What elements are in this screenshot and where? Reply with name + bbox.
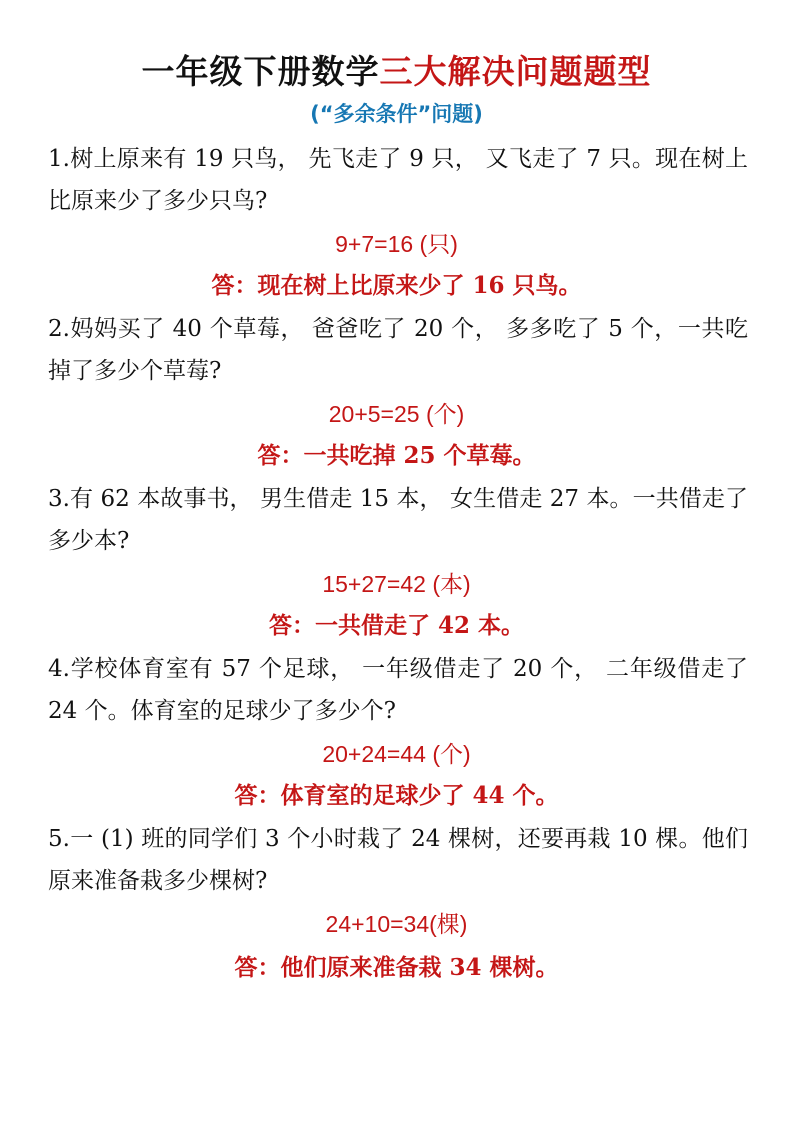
problem-4-question: 4.学校体育室有 57 个足球， 一年级借走了 20 个， 二年级借走了 24 个。体育室的足球少了多少个? xyxy=(48,656,748,724)
problem-3-question: 3.有 62 本故事书， 男生借走 15 本， 女生借走 27 本。一共借走了多少本? xyxy=(48,486,748,554)
title-red-part: 三大解决问题题型 xyxy=(379,52,652,91)
problem-5-answer: 答：他们原来准备栽 34 棵树。 xyxy=(234,954,559,981)
problem-3-equation: 15+27=42 (本) xyxy=(322,571,471,597)
title-black-part: 一年级下册数学 xyxy=(141,52,380,91)
problem-1-equation: 9+7=16 (只) xyxy=(335,231,458,257)
page-subtitle: (“多余条件”问题) xyxy=(310,102,483,126)
problem-2-equation: 20+5=25 (个) xyxy=(328,401,465,427)
problem-1-answer: 答：现在树上比原来少了 16 只鸟。 xyxy=(211,272,582,299)
problem-4-answer: 答：体育室的足球少了 44 个。 xyxy=(234,782,559,809)
problem-1-question: 1.树上原来有 19 只鸟， 先飞走了 9 只， 又飞走了 7 只。现在树上比原来少了多少只鸟? xyxy=(48,146,748,214)
problem-4-equation: 20+24=44 (个) xyxy=(322,741,471,767)
problem-5-equation: 24+10=34(棵) xyxy=(325,911,468,937)
page-title xyxy=(0,48,793,96)
problem-2-question: 2.妈妈买了 40 个草莓， 爸爸吃了 20 个， 多多吃了 5 个，一共吃掉了多少个草莓? xyxy=(48,316,748,384)
problem-2-answer: 答：一共吃掉 25 个草莓。 xyxy=(257,442,536,469)
problem-5-question: 5.一 (1) 班的同学们 3 个小时栽了 24 棵树，还要再栽 10 棵。他们原来准备栽多少棵树? xyxy=(48,826,748,894)
problem-3-answer: 答：一共借走了 42 本。 xyxy=(268,612,525,639)
